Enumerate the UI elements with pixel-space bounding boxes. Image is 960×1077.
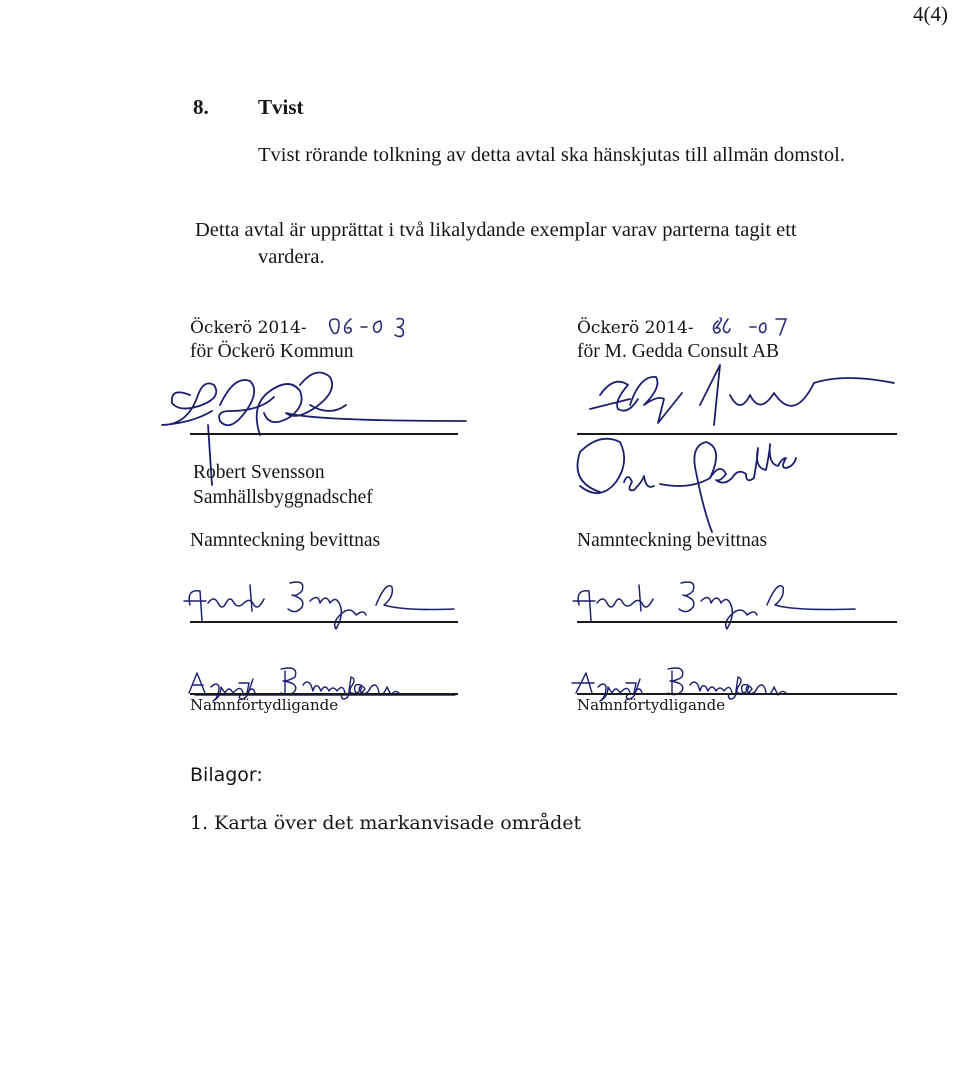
- left-witness-label: Namnteckning bevittnas: [190, 530, 381, 551]
- right-witness-signature: [565, 575, 865, 635]
- left-place-date: Öckerö 2014-: [190, 318, 307, 338]
- left-clarification-line: [190, 693, 458, 695]
- right-witness-line: [577, 621, 897, 623]
- left-signature: [160, 365, 510, 475]
- right-handwritten-date: [710, 313, 800, 343]
- attachments-heading: Bilagor:: [190, 764, 263, 786]
- left-signature-line: [190, 433, 458, 435]
- left-witness-signature: [180, 575, 470, 635]
- section-number: 8.: [193, 95, 209, 119]
- left-clarification-label: Namnförtydligande: [190, 696, 339, 714]
- dispute-paragraph: Tvist rörande tolkning av detta avtal ska hänskjutas till allmän domstol.: [258, 144, 845, 166]
- attachment-item: 1. Karta över det markanvisade området: [190, 812, 582, 834]
- copies-paragraph-line2: vardera.: [258, 246, 325, 268]
- left-org: för Öckerö Kommun: [190, 341, 354, 362]
- section-title: Tvist: [258, 95, 304, 119]
- right-witness-label: Namnteckning bevittnas: [577, 530, 768, 551]
- right-clarification-label: Namnförtydligande: [577, 696, 726, 714]
- left-witness-line: [190, 621, 458, 623]
- right-signature-2: [560, 432, 830, 522]
- left-handwritten-date: [325, 313, 415, 343]
- page-number: 4(4): [913, 2, 948, 26]
- left-signer-title: Samhällsbyggnadschef: [193, 487, 373, 508]
- right-org: för M. Gedda Consult AB: [577, 341, 780, 362]
- left-signer-name: Robert Svensson: [193, 462, 325, 483]
- copies-paragraph-line1: Detta avtal är upprättat i två likalydande exemplar varav parterna tagit ett: [195, 219, 797, 241]
- right-clarification-line: [577, 693, 897, 695]
- right-place-date: Öckerö 2014-: [577, 318, 694, 338]
